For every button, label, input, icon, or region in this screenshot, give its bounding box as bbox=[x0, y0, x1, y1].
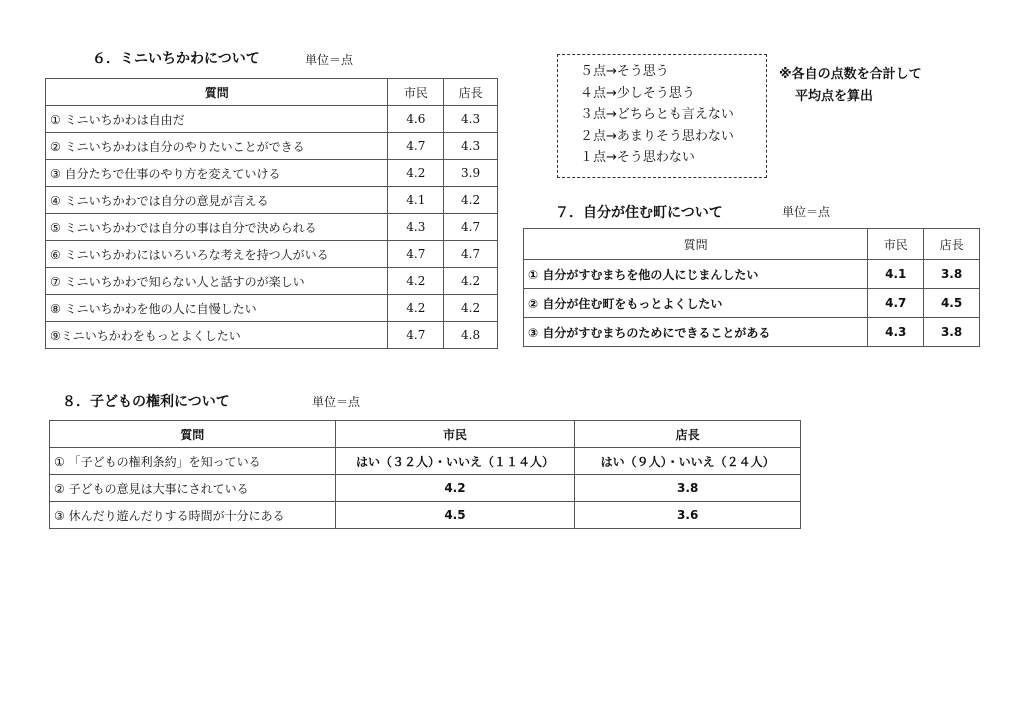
question-cell: ⑥ ミニいちかわにはいろいろな考えを持つ人がいる bbox=[46, 241, 388, 268]
citizen-score: 4.1 bbox=[388, 187, 444, 214]
table-header-row bbox=[50, 421, 801, 448]
table-row bbox=[50, 502, 801, 529]
header-manager: 店長 bbox=[444, 79, 498, 106]
question-cell: ⑦ ミニいちかわで知らない人と話すのが楽しい bbox=[46, 268, 388, 295]
score-legend-box bbox=[557, 54, 767, 178]
manager-score: 4.7 bbox=[444, 241, 498, 268]
table-header-row bbox=[524, 229, 980, 260]
question-cell: ① 「子どもの権利条約」を知っている bbox=[50, 448, 336, 475]
question-cell: ① 自分がすむまちを他の人にじまんしたい bbox=[524, 260, 868, 289]
question-cell: ② ミニいちかわは自分のやりたいことができる bbox=[46, 133, 388, 160]
question-cell: ② 子どもの意見は大事にされている bbox=[50, 475, 336, 502]
section6-table bbox=[45, 78, 498, 349]
citizen-score: 4.7 bbox=[388, 322, 444, 349]
citizen-score: 4.5 bbox=[335, 502, 575, 529]
section7-unit: 単位＝点 bbox=[782, 205, 831, 219]
question-cell: ④ ミニいちかわでは自分の意見が言える bbox=[46, 187, 388, 214]
manager-score: 3.8 bbox=[924, 260, 980, 289]
table-header-row bbox=[46, 79, 498, 106]
citizen-score: 4.7 bbox=[868, 289, 924, 318]
header-manager: 店長 bbox=[575, 421, 801, 448]
table-row bbox=[46, 295, 498, 322]
header-question: 質問 bbox=[524, 229, 868, 260]
section8-unit: 単位＝点 bbox=[312, 395, 361, 409]
manager-score: 4.5 bbox=[924, 289, 980, 318]
table-row bbox=[524, 318, 980, 347]
section8-title: ８．子どもの権利について bbox=[62, 394, 230, 410]
manager-score: 4.3 bbox=[444, 106, 498, 133]
manager-score: 3.9 bbox=[444, 160, 498, 187]
legend-note-line1: ※各自の点数を合計して bbox=[779, 67, 922, 82]
question-cell: ⑧ ミニいちかわを他の人に自慢したい bbox=[46, 295, 388, 322]
legend-note-line2: 平均点を算出 bbox=[795, 89, 874, 104]
table-row bbox=[524, 289, 980, 318]
table-row bbox=[46, 214, 498, 241]
legend-line: ２点→あまりそう思わない bbox=[580, 128, 734, 144]
table-row bbox=[46, 187, 498, 214]
table-row bbox=[524, 260, 980, 289]
legend-line: ３点→どちらとも言えない bbox=[580, 107, 734, 122]
legend-line: ４点→少しそう思う bbox=[580, 85, 695, 101]
manager-score: 4.2 bbox=[444, 187, 498, 214]
manager-score: 3.8 bbox=[575, 475, 801, 502]
question-cell: ⑤ ミニいちかわでは自分の事は自分で決められる bbox=[46, 214, 388, 241]
question-cell: ③ 休んだり遊んだりする時間が十分にある bbox=[50, 502, 336, 529]
legend-line: ５点→そう思う bbox=[580, 64, 669, 79]
question-cell: ⑨ミニいちかわをもっとよくしたい bbox=[46, 322, 388, 349]
citizen-score: 4.3 bbox=[388, 214, 444, 241]
table-row bbox=[46, 241, 498, 268]
table-row bbox=[46, 268, 498, 295]
question-cell: ① ミニいちかわは自由だ bbox=[46, 106, 388, 133]
table-row bbox=[50, 475, 801, 502]
table-row bbox=[46, 106, 498, 133]
manager-score: 4.2 bbox=[444, 268, 498, 295]
table-row bbox=[50, 448, 801, 475]
question-cell: ③ 自分がすむまちのためにできることがある bbox=[524, 318, 868, 347]
citizen-score: 4.7 bbox=[388, 133, 444, 160]
header-question: 質問 bbox=[46, 79, 388, 106]
section8-table bbox=[49, 420, 801, 529]
citizen-score: 4.2 bbox=[388, 295, 444, 322]
header-manager: 店長 bbox=[924, 229, 980, 260]
manager-score: 3.6 bbox=[575, 502, 801, 529]
question-cell: ③ 自分たちで仕事のやり方を変えていける bbox=[46, 160, 388, 187]
section6-title: ６．ミニいちかわについて bbox=[92, 51, 260, 67]
table-row bbox=[46, 322, 498, 349]
section6-unit: 単位＝点 bbox=[305, 53, 354, 67]
citizen-score: 4.2 bbox=[335, 475, 575, 502]
header-question: 質問 bbox=[50, 421, 336, 448]
citizen-answer: はい（３２人）・いいえ（１１４人） bbox=[335, 448, 575, 475]
header-citizen: 市民 bbox=[388, 79, 444, 106]
manager-score: 4.2 bbox=[444, 295, 498, 322]
table-row bbox=[46, 160, 498, 187]
question-cell: ② 自分が住む町をもっとよくしたい bbox=[524, 289, 868, 318]
manager-score: 4.7 bbox=[444, 214, 498, 241]
citizen-score: 4.2 bbox=[388, 268, 444, 295]
citizen-score: 4.6 bbox=[388, 106, 444, 133]
header-citizen: 市民 bbox=[868, 229, 924, 260]
citizen-score: 4.2 bbox=[388, 160, 444, 187]
citizen-score: 4.7 bbox=[388, 241, 444, 268]
manager-score: 4.8 bbox=[444, 322, 498, 349]
table-row bbox=[46, 133, 498, 160]
citizen-score: 4.1 bbox=[868, 260, 924, 289]
section7-table bbox=[523, 228, 980, 347]
section7-title: ７．自分が住む町について bbox=[555, 205, 723, 221]
manager-score: 3.8 bbox=[924, 318, 980, 347]
manager-score: 4.3 bbox=[444, 133, 498, 160]
legend-line: １点→そう思わない bbox=[580, 150, 695, 165]
header-citizen: 市民 bbox=[335, 421, 575, 448]
citizen-score: 4.3 bbox=[868, 318, 924, 347]
manager-answer: はい（９人）・いいえ（２４人） bbox=[575, 448, 801, 475]
